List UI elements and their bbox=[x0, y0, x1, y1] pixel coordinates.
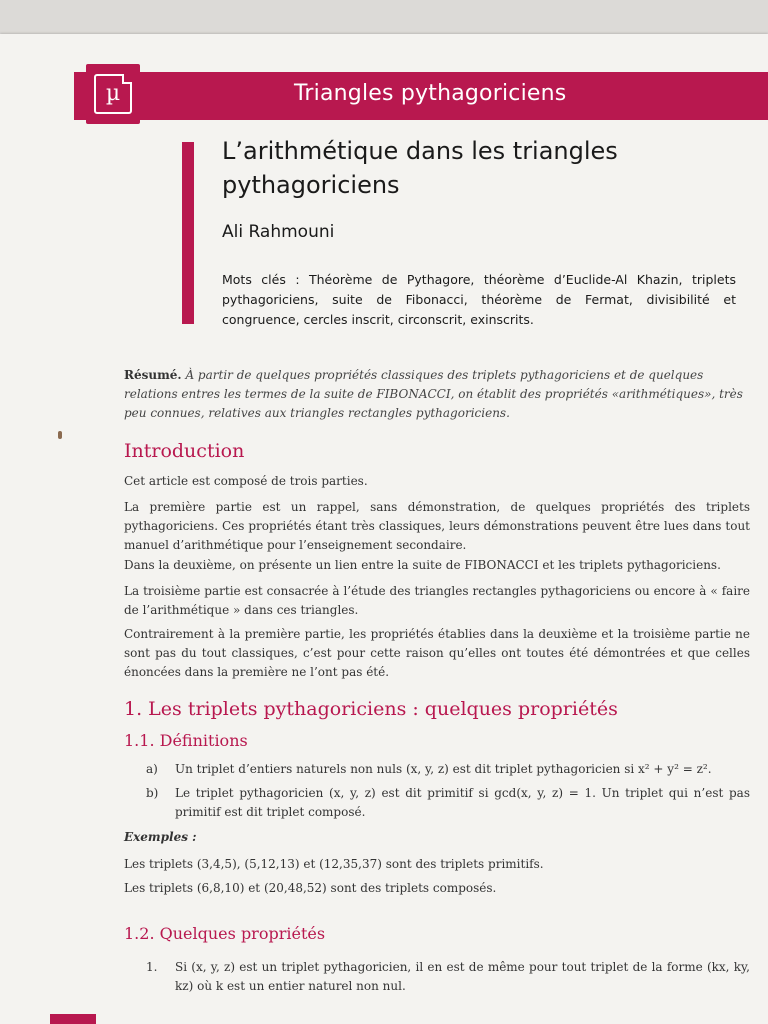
property-1-label: 1. bbox=[146, 960, 158, 974]
intro-paragraph-4: La troisième partie est consacrée à l’étude des triangles rectangles pythagoriciens ou encore à « faire de l’arithmétique » dans ces triangles. bbox=[124, 584, 750, 617]
definition-a-label: a) bbox=[146, 762, 158, 776]
example-primitive: Les triplets (3,4,5), (5,12,13) et (12,35,37) sont des triplets primitifs. bbox=[124, 857, 544, 871]
title-accent-bar bbox=[182, 142, 194, 324]
banner-title: Triangles pythagoriciens bbox=[294, 81, 567, 106]
section-1-1-heading: 1.1. Définitions bbox=[124, 731, 248, 750]
article-author: Ali Rahmouni bbox=[222, 222, 335, 242]
abstract bbox=[124, 366, 750, 423]
examples-label: Exemples : bbox=[124, 830, 197, 844]
definition-b-label: b) bbox=[146, 786, 159, 800]
intro-paragraph-2: La première partie est un rappel, sans démonstration, de quelques propriétés des triplets pythagoriciens. Ces propriétés étant très classiques, leurs démonstrations peuvent être lues dans tout manuel d’arithmétique pour l’enseignement secondaire. bbox=[124, 500, 750, 552]
article-title: L’arithmétique dans les triangles pythagoriciens bbox=[222, 137, 618, 199]
definition-b-text: Le triplet pythagoricien (x, y, z) est dit primitif si gcd(x, y, z) = 1. Un triplet qui n’est pas primitif est dit triplet composé. bbox=[175, 786, 750, 819]
abstract-text: À partir de quelques propriétés classiques des triplets pythagoriciens et de quelques relations entres les termes de la suite de FIBONACCI, on établit des propriétés «arithmétiques», très peu connues, relatives aux triangles rectangles pythagoriciens. bbox=[124, 368, 743, 420]
mu-icon: µ bbox=[94, 74, 132, 114]
journal-page bbox=[0, 34, 768, 1024]
scan-speck bbox=[58, 431, 62, 439]
intro-paragraph-5: Contrairement à la première partie, les propriétés établies dans la deuxième et la troisième partie ne sont pas du tout classiques, c’est pour cette raison qu’elles ont toutes été démontrées et que celles énoncées dans la première ne l’ont pas été. bbox=[124, 627, 750, 679]
example-composite: Les triplets (6,8,10) et (20,48,52) sont des triplets composés. bbox=[124, 881, 497, 895]
intro-heading: Introduction bbox=[124, 440, 245, 462]
keywords: Mots clés : Théorème de Pythagore, théorème d’Euclide-Al Khazin, triplets pythagoriciens, suite de Fibonacci, théorème de Fermat, divisibilité et congruence, cercles inscrit, circonscrit, exinscrits. bbox=[222, 272, 736, 327]
intro-paragraph-3: Dans la deuxième, on présente un lien entre la suite de FIBONACCI et les triplets pythagoriciens. bbox=[124, 558, 721, 572]
definition-a-text: Un triplet d’entiers naturels non nuls (x, y, z) est dit triplet pythagoricien si x² + y² = z². bbox=[175, 762, 712, 776]
section-1-heading: 1. Les triplets pythagoriciens : quelques propriétés bbox=[124, 698, 618, 720]
section-banner bbox=[74, 72, 768, 120]
property-1-text: Si (x, y, z) est un triplet pythagoricien, il en est de même pour tout triplet de la forme (kx, ky, kz) où k est un entier naturel non nul. bbox=[175, 960, 750, 993]
section-1-2-heading: 1.2. Quelques propriétés bbox=[124, 924, 326, 943]
journal-logo bbox=[86, 64, 140, 124]
intro-paragraph-1: Cet article est composé de trois parties. bbox=[124, 474, 368, 488]
abstract-label: Résumé. bbox=[124, 368, 182, 382]
footer-accent bbox=[50, 1014, 96, 1024]
